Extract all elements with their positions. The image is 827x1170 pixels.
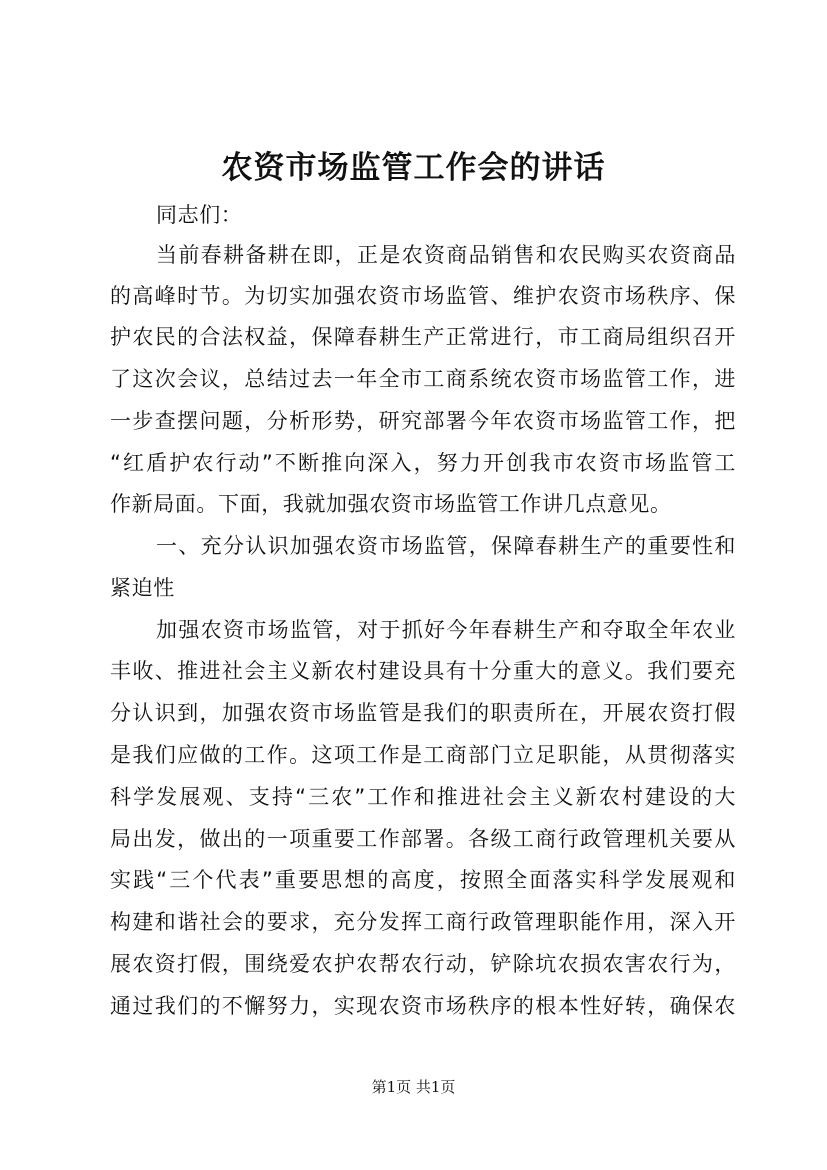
paragraph-line: 作新局面。下面，我就加强农资市场监管工作讲几点意见。 — [110, 492, 672, 516]
section-heading-line: 一、充分认识加强农资市场监管，保障春耕生产的重要性和 — [156, 534, 736, 558]
paragraph-line: 通过我们的不懈努力，实现农资市场秩序的根本性好转，确保农 — [110, 994, 736, 1018]
paragraph-line: 局出发，做出的一项重要工作部署。各级工商行政管理机关要从 — [110, 827, 736, 851]
paragraph-line: 护农民的合法权益，保障春耕生产正常进行，市工商局组织召开 — [110, 325, 736, 349]
paragraph-line: 分认识到，加强农资市场监管是我们的职责所在，开展农资打假 — [110, 701, 736, 725]
paragraph-line: 构建和谐社会的要求，充分发挥工商行政管理职能作用，深入开 — [110, 910, 736, 934]
document-title: 农资市场监管工作会的讲话 — [221, 150, 606, 186]
paragraph-line: 了这次会议，总结过去一年全市工商系统农资市场监管工作，进 — [110, 367, 736, 391]
section-heading-line: 紧迫性 — [110, 576, 175, 600]
paragraph-line: 展农资打假，围绕爱农护农帮农行动，铲除坑农损农害农行为， — [110, 952, 736, 976]
paragraph-line: 科学发展观、支持“三农”工作和推进社会主义新农村建设的大 — [110, 785, 736, 809]
salutation: 同志们： — [156, 203, 243, 227]
paragraph-line: 实践“三个代表”重要思想的高度，按照全面落实科学发展观和 — [110, 868, 736, 892]
paragraph-line: “红盾护农行动”不断推向深入，努力开创我市农资市场监管工 — [110, 451, 736, 475]
paragraph-line: 一步查摆问题，分析形势，研究部署今年农资市场监管工作，把 — [110, 409, 736, 433]
paragraph-line: 当前春耕备耕在即，正是农资商品销售和农民购买农资商品 — [156, 243, 736, 267]
paragraph-line: 是我们应做的工作。这项工作是工商部门立足职能，从贯彻落实 — [110, 743, 736, 767]
page-footer: 第1页 共1页 — [371, 1078, 456, 1096]
paragraph-line: 加强农资市场监管，对于抓好今年春耕生产和夺取全年农业 — [156, 618, 736, 642]
paragraph-line: 丰收、推进社会主义新农村建设具有十分重大的意义。我们要充 — [110, 659, 736, 683]
paragraph-line: 的高峰时节。为切实加强农资市场监管、维护农资市场秩序、保 — [110, 284, 736, 308]
